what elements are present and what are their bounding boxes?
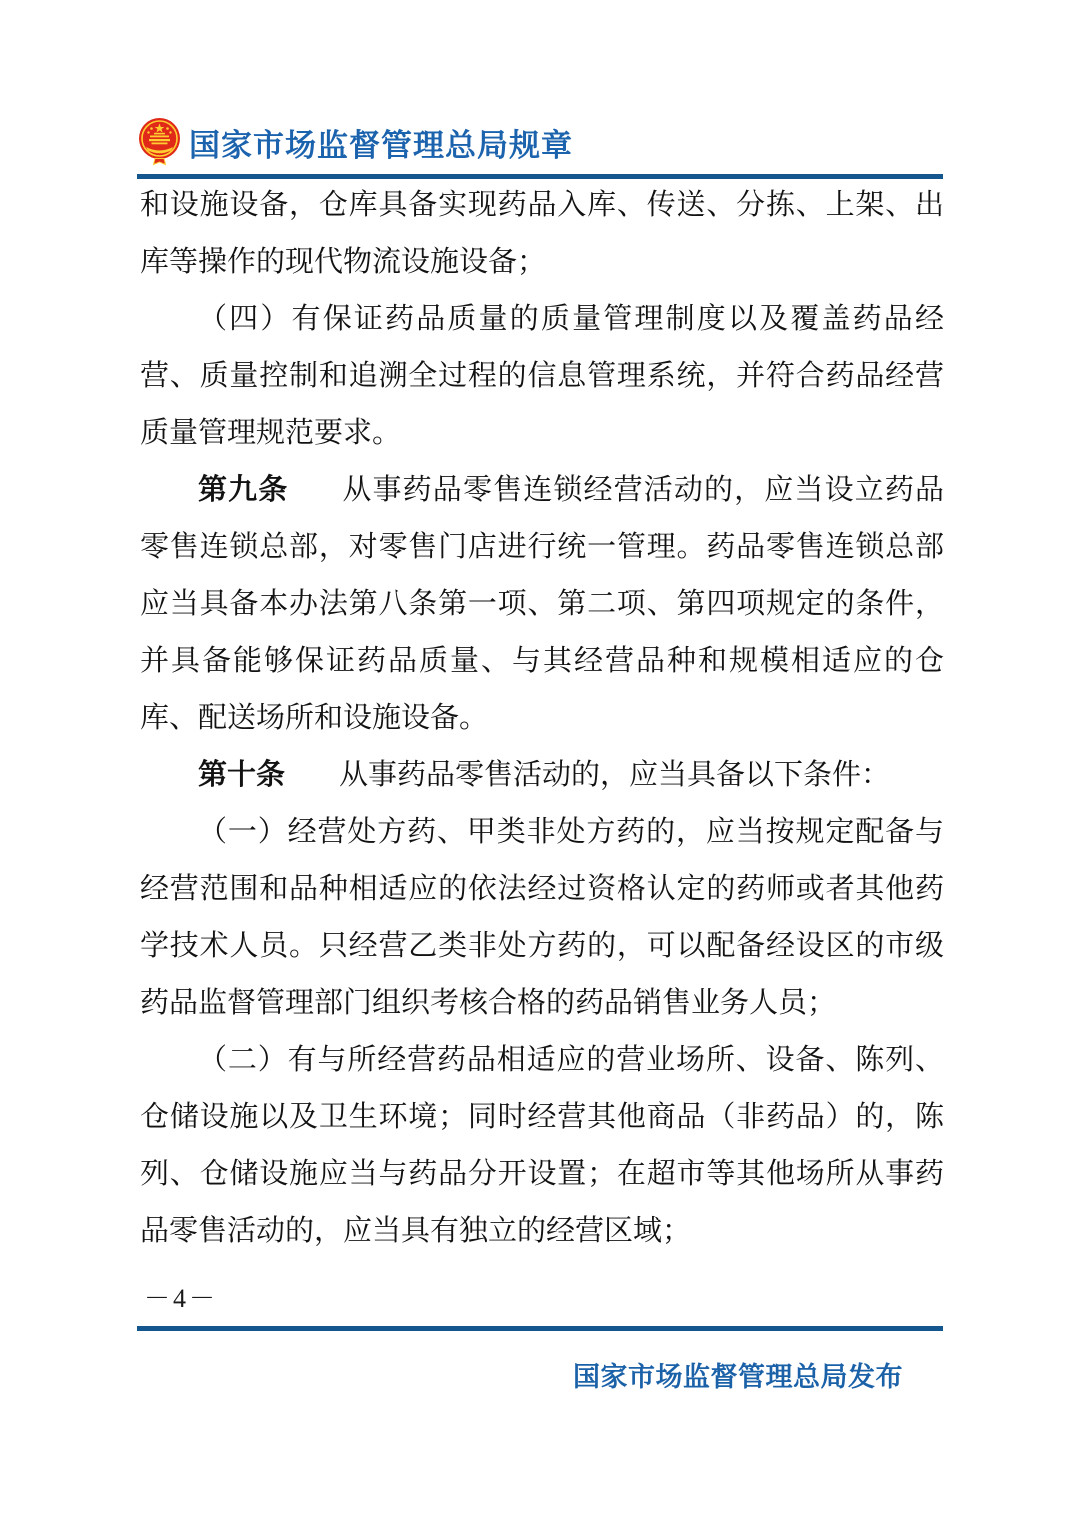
page-number: －4－ <box>144 1284 219 1313</box>
article-number-label: 第十条 <box>198 759 286 791</box>
page-title: 国家市场监督管理总局规章 <box>189 127 573 163</box>
document-body <box>140 177 944 1260</box>
body-paragraph-article-9 <box>140 462 944 747</box>
body-paragraph-article-10 <box>140 747 944 804</box>
page-header <box>137 114 943 170</box>
publisher-label: 国家市场监督管理总局发布 <box>573 1362 903 1392</box>
article-text: 从事药品零售活动的，应当具备以下条件： <box>339 759 891 791</box>
china-national-emblem-icon <box>137 117 182 167</box>
body-paragraph: 和设施设备，仓库具备实现药品入库、传送、分拣、上架、出库等操作的现代物流设施设备； <box>140 189 944 278</box>
body-paragraph: （一）经营处方药、甲类非处方药的，应当按规定配备与经营范围和品种相适应的依法经过资格认定的药师或者其他药学技术人员。只经营乙类非处方药的，可以配备经设区的市级药品监督管理部门组织考核合格的药品销售业务人员； <box>140 816 944 1019</box>
article-number-label: 第九条 <box>198 474 289 506</box>
footer-divider <box>137 1326 943 1331</box>
article-text: 从事药品零售连锁经营活动的，应当设立药品零售连锁总部，对零售门店进行统一管理。药品零售连锁总部应当具备本办法第八条第一项、第二项、第四项规定的条件，并具备能够保证药品质量、与其经营品种和规模相适应的仓库、配送场所和设施设备。 <box>140 474 944 734</box>
body-paragraph: （四）有保证药品质量的质量管理制度以及覆盖药品经营、质量控制和追溯全过程的信息管理系统，并符合药品经营质量管理规范要求。 <box>140 303 944 449</box>
body-paragraph: （二）有与所经营药品相适应的营业场所、设备、陈列、仓储设施以及卫生环境；同时经营其他商品（非药品）的，陈列、仓储设施应当与药品分开设置；在超市等其他场所从事药品零售活动的，应当具有独立的经营区域； <box>140 1044 944 1247</box>
